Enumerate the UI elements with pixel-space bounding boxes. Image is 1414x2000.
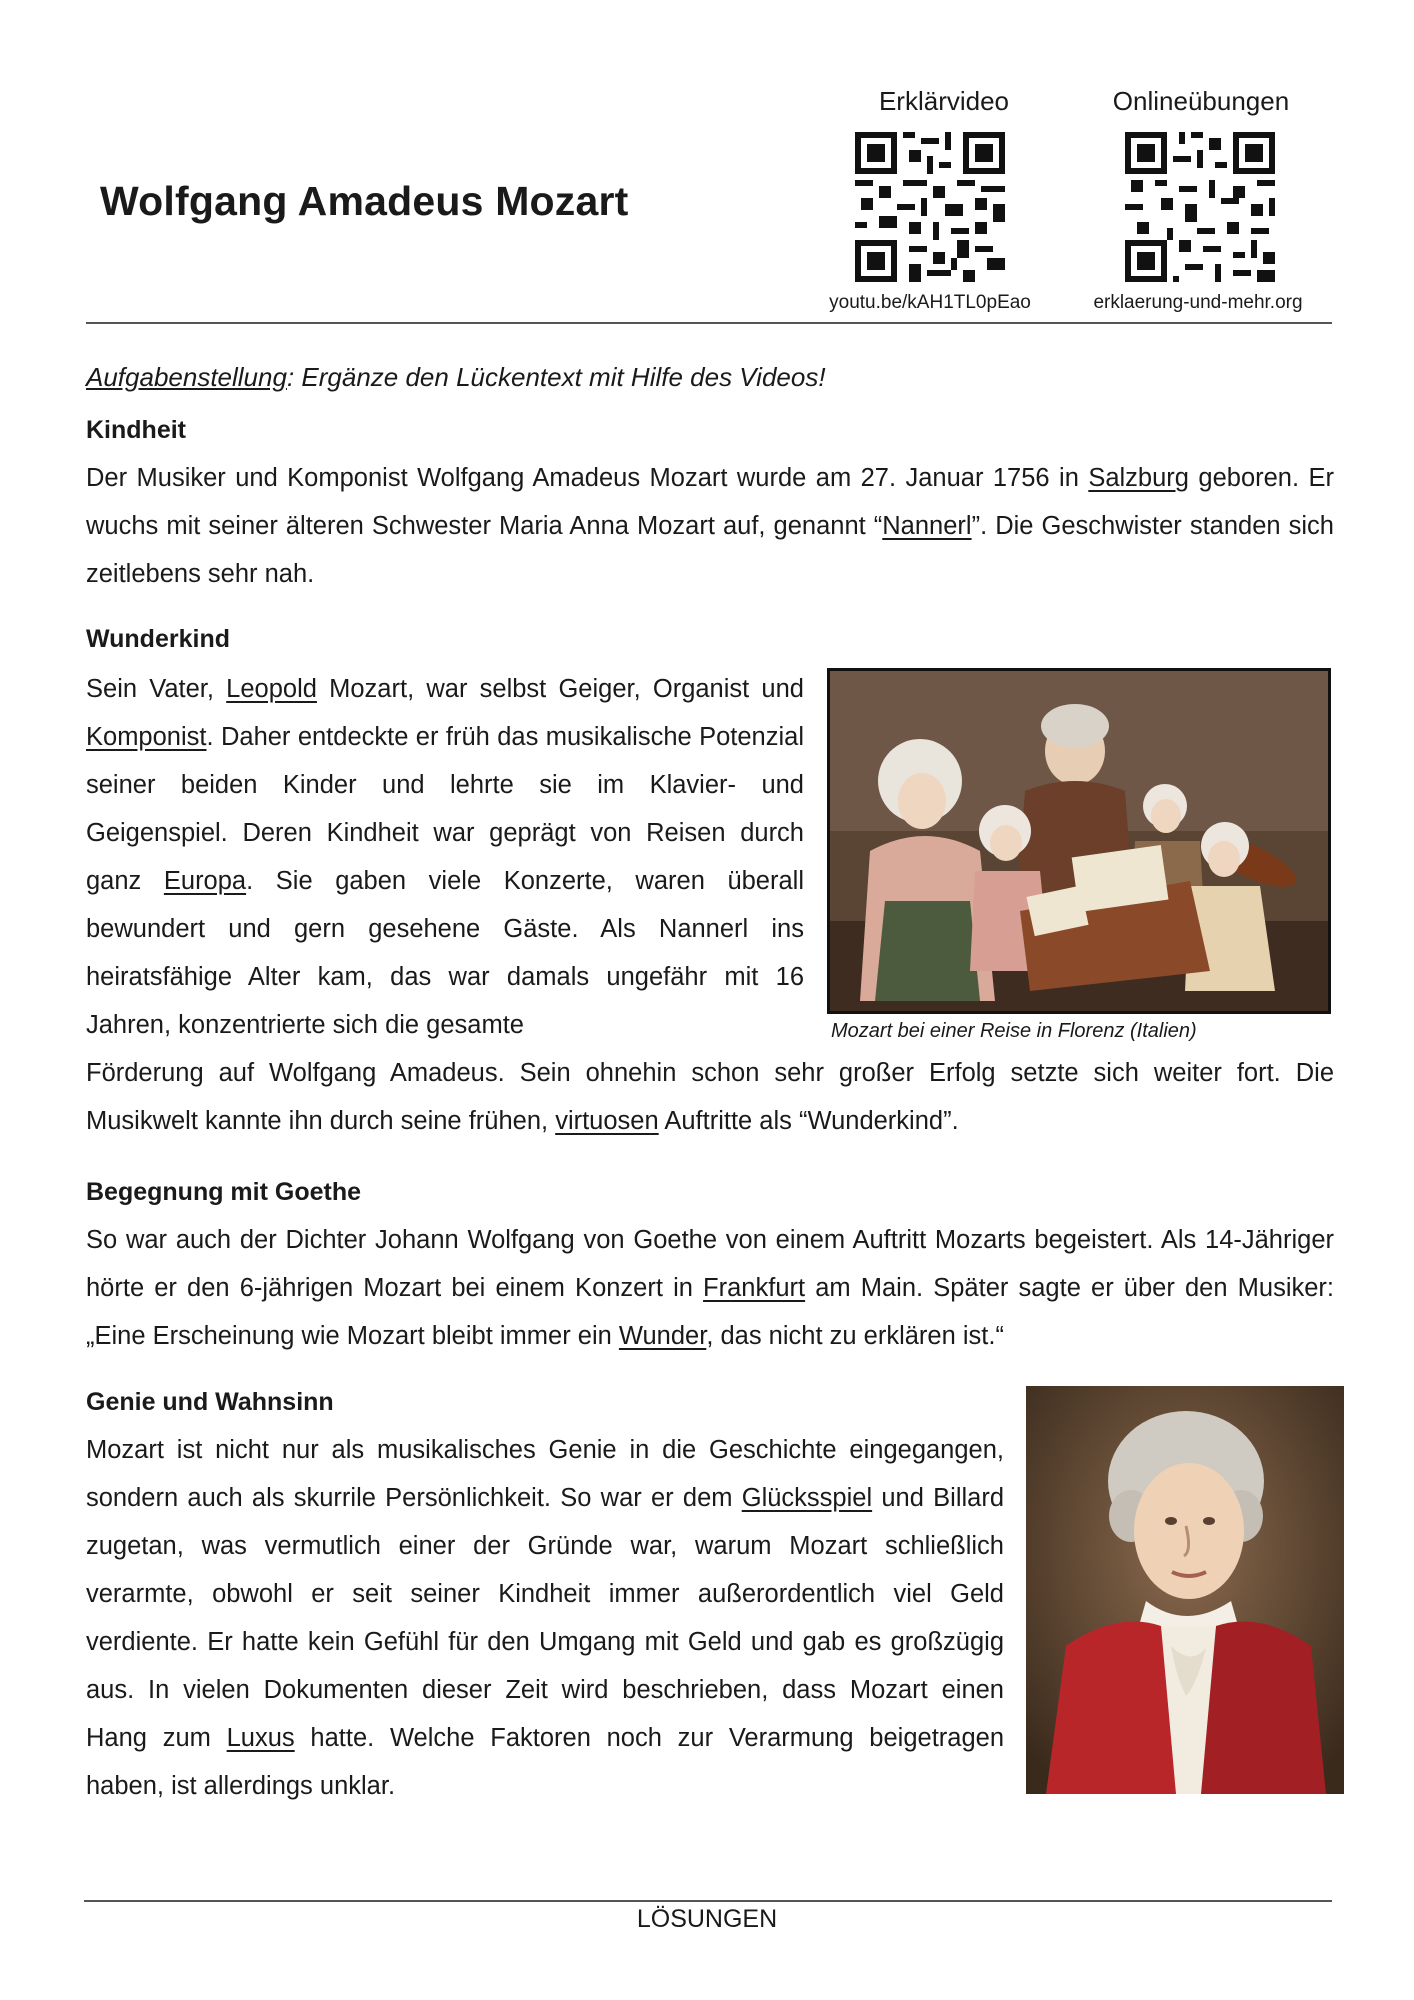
text-run: am Main. Später sagte er über den Musiker: „Eine Erscheinung wie Mozart bleibt immer ein [86, 1274, 1334, 1350]
text-run: und Billard zugetan, was vermutlich einer der Gründe war, warum Mozart schließlich verarmte, obwohl er seit seiner Kindheit immer außerordentlich viel Geld verdiente. Er hatte kein Gefühl für den Umgang mit Geld und gab es großzügig aus. In vielen Dokumenten dieser Zeit wird beschrieben, dass Mozart einen Hang zum [86, 1484, 1005, 1752]
task-prefix: Aufgabenstellung [86, 362, 287, 392]
page-title: Wolfgang Amadeus Mozart [100, 178, 629, 224]
qr-video-url[interactable]: youtu.be/kAH1TL0pEao [829, 292, 1031, 313]
text-run: Auftritte als “Wunderkind”. [658, 1107, 959, 1135]
qr-exercises-url[interactable]: erklaerung-und-mehr.org [1093, 292, 1303, 313]
task-text: : Ergänze den Lückentext mit Hilfe des Videos! [286, 362, 826, 392]
mozart-portrait [1026, 1386, 1344, 1794]
gap-word: Salzburg [1088, 464, 1189, 492]
gap-word: Europa [163, 867, 247, 895]
para-wunderkind-cont [86, 1049, 1334, 1145]
gap-word: Glücksspiel [741, 1484, 873, 1512]
gap-word: Wunder [618, 1322, 707, 1350]
text-run: Mozart ist nicht nur als musikalisches Genie in die Geschichte eingegangen, sondern auch als skurrile Persönlichkeit. So war er dem [86, 1436, 1004, 1512]
para-wunderkind [86, 665, 804, 1049]
footer-label: LÖSUNGEN [636, 1905, 778, 1933]
text-run: Der Musiker und Komponist Wolfgang Amadeus Mozart wurde am 27. Januar 1756 in [86, 464, 1089, 492]
qr-exercises-label: Onlineübungen [1112, 86, 1290, 116]
gap-word: virtuosen [555, 1107, 659, 1135]
heading-genie: Genie und Wahnsinn [86, 1388, 334, 1416]
heading-wunderkind: Wunderkind [86, 625, 230, 653]
para-genie [86, 1426, 1004, 1810]
text-run: geboren. Er wuchs mit seiner älteren Schwester Maria Anna Mozart auf, genannt “ [86, 464, 1334, 540]
gap-word: Komponist [86, 723, 207, 751]
gap-word: Nannerl [882, 512, 972, 540]
family-painting [827, 668, 1331, 1014]
para-kindheit [86, 454, 1334, 598]
gap-word: Leopold [226, 675, 317, 703]
text-run: Förderung auf Wolfgang Amadeus. Sein ohnehin schon sehr großer Erfolg setzte sich weiter fort. Die Musikwelt kannte ihn durch seine frühen, [86, 1059, 1334, 1135]
gap-word: Frankfurt [703, 1274, 806, 1302]
text-run: Mozart, war selbst Geiger, Organist und [316, 675, 804, 703]
text-run: , das nicht zu erklären ist.“ [706, 1322, 1004, 1350]
text-run: hatte. Welche Faktoren noch zur Verarmung beigetragen haben, ist allerdings unklar. [86, 1724, 1004, 1800]
footer-divider [84, 1900, 1332, 1902]
text-run: So war auch der Dichter Johann Wolfgang von Goethe von einem Auftritt Mozarts begeistert. Als 14-Jähriger hörte er den 6-jährigen Mozart bei einem Konzert in [86, 1226, 1334, 1302]
text-run: . Sie gaben viele Konzerte, waren überall bewundert und gern gesehene Gäste. Als Nannerl ins heiratsfähige Alter kam, das war damals ungefähr mit 16 Jahren, konzentrierte sich die gesamte [86, 867, 804, 1039]
text-run: . Daher entdeckte er früh das musikalische Potenzial seiner beiden Kinder und lehrte sie im Klavier- und Geigenspiel. Deren Kindheit war geprägt von Reisen durch ganz [86, 723, 804, 895]
para-goethe [86, 1216, 1334, 1360]
header-divider [86, 322, 1332, 324]
heading-goethe: Begegnung mit Goethe [86, 1178, 361, 1206]
qr-video-label: Erklärvideo [878, 86, 1010, 116]
painting-caption: Mozart bei einer Reise in Florenz (Italien) [831, 1020, 1197, 1042]
qr-code-exercises[interactable] [1125, 132, 1275, 282]
gap-word: Luxus [226, 1724, 295, 1752]
heading-kindheit: Kindheit [86, 416, 186, 444]
qr-code-video[interactable] [855, 132, 1005, 282]
text-run: ”. Die Geschwister standen sich zeitlebens sehr nah. [86, 512, 1334, 588]
task-instruction [86, 362, 826, 393]
text-run: Sein Vater, [86, 675, 227, 703]
